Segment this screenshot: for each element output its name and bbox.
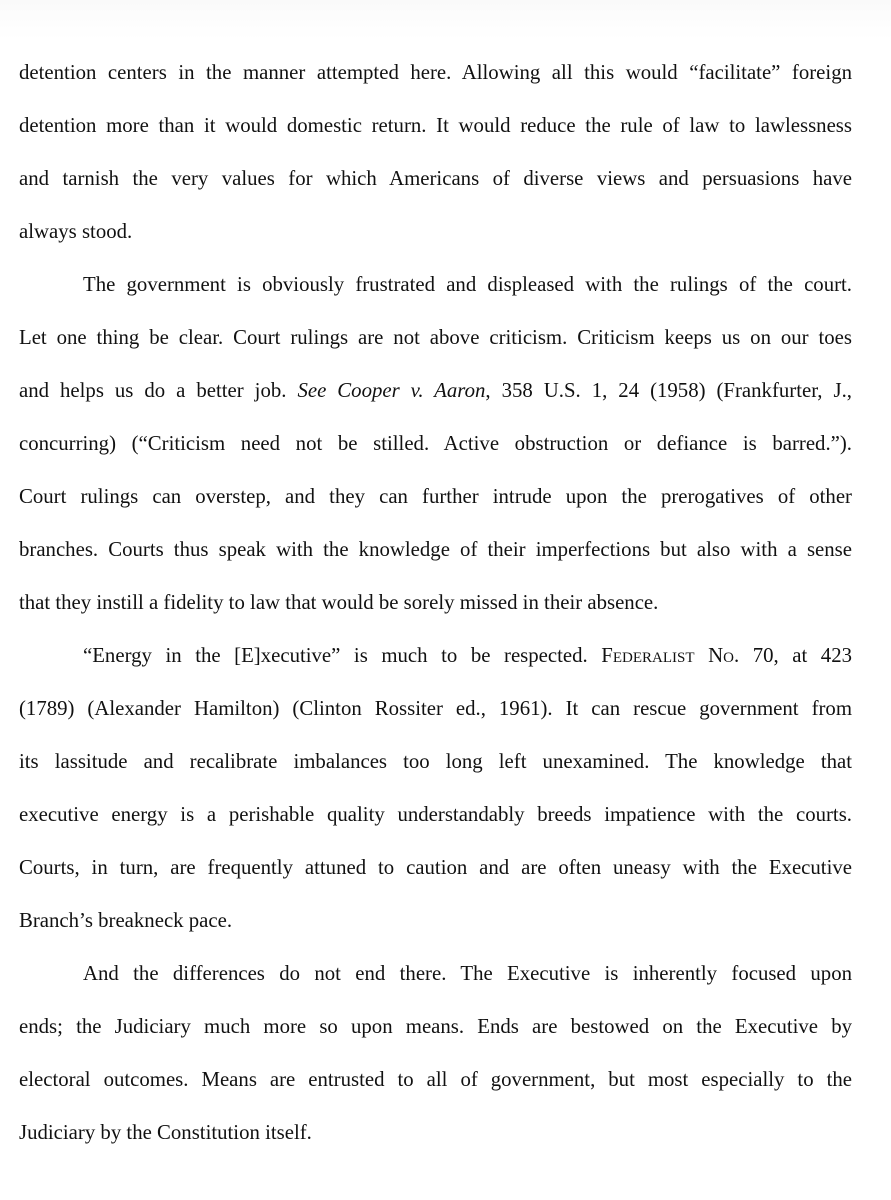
text-line: concurring) (“Criticism need not be stilled. Active obstruction or defiance is barred.”). bbox=[19, 432, 852, 455]
text-line: Judiciary by the Constitution itself. bbox=[19, 1121, 312, 1144]
text-segment: “Energy in the [E]xecutive” is much to be respected. bbox=[83, 644, 602, 667]
case-citation: See Cooper v. Aaron bbox=[297, 379, 486, 402]
text-line: Courts, in turn, are frequently attuned to caution and are often uneasy with the Executive bbox=[19, 856, 852, 879]
text-line: executive energy is a perishable quality understandably breeds impatience with the courts. bbox=[19, 803, 852, 826]
text-line bbox=[19, 373, 852, 409]
text-segment: . 70, at 423 bbox=[733, 644, 852, 667]
text-line: (1789) (Alexander Hamilton) (Clinton Rossiter ed., 1961). It can rescue government from bbox=[19, 697, 852, 720]
text-line: detention centers in the manner attempted here. Allowing all this would “facilitate” foreign bbox=[19, 61, 852, 84]
text-line: Branch’s breakneck pace. bbox=[19, 909, 233, 932]
text-line: And the differences do not end there. The Executive is inherently focused upon bbox=[83, 962, 852, 985]
text-line: electoral outcomes. Means are entrusted to all of government, but most especially to the bbox=[19, 1068, 852, 1091]
text-line bbox=[83, 638, 852, 674]
text-segment: and helps us do a better job. bbox=[19, 379, 298, 402]
text-line: Let one thing be clear. Court rulings are not above criticism. Criticism keeps us on our toes bbox=[19, 326, 852, 349]
text-line: its lassitude and recalibrate imbalances too long left unexamined. The knowledge that bbox=[19, 750, 852, 773]
text-line: that they instill a fidelity to law that would be sorely missed in their absence. bbox=[19, 591, 659, 614]
text-line: The government is obviously frustrated and displeased with the rulings of the court. bbox=[83, 273, 852, 296]
federalist-citation: Federalist No bbox=[601, 644, 734, 667]
text-line: detention more than it would domestic return. It would reduce the rule of law to lawlessness bbox=[19, 114, 852, 137]
text-segment: , 358 U.S. 1, 24 (1958) (Frankfurter, J., bbox=[485, 379, 852, 402]
text-line: always stood. bbox=[19, 220, 133, 243]
text-line: ends; the Judiciary much more so upon means. Ends are bestowed on the Executive by bbox=[19, 1015, 852, 1038]
text-line: and tarnish the very values for which Americans of diverse views and persuasions have bbox=[19, 167, 852, 190]
text-line: branches. Courts thus speak with the knowledge of their imperfections but also with a sense bbox=[19, 538, 852, 561]
text-line: Court rulings can overstep, and they can further intrude upon the prerogatives of other bbox=[19, 485, 852, 508]
